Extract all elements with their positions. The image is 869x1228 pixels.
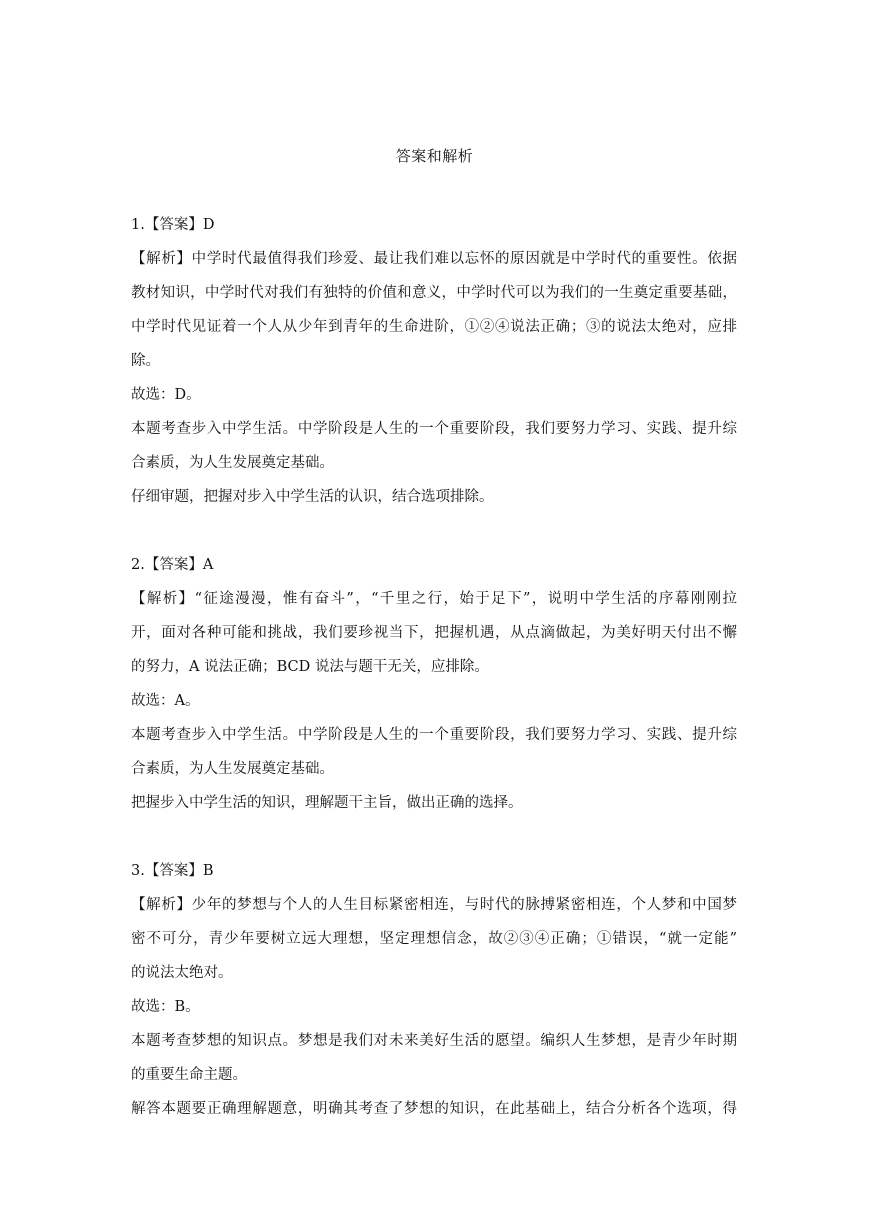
answer-label: 1.【答案】D xyxy=(131,217,215,233)
answer-label: 2.【答案】A xyxy=(131,557,214,573)
answer-label: 3.【答案】B xyxy=(131,863,214,879)
tip-line: 把握步入中学生活的知识，理解题干主旨，做出正确的选择。 xyxy=(131,795,523,811)
answer-block-2 xyxy=(131,554,737,826)
tip-line: 解答本题要正确理解题意，明确其考查了梦想的知识，在此基础上，结合分析各个选项，得 xyxy=(131,1101,737,1117)
section-gap xyxy=(131,826,737,860)
choice-line: 故选：B。 xyxy=(131,999,200,1015)
analysis-line: 【解析】“征途漫漫，惟有奋斗”，“千里之行，始于足下”，说明中学生活的序幕刚刚拉 xyxy=(131,591,737,607)
section-gap xyxy=(131,520,737,554)
point-line: 本题考查梦想的知识点。梦想是我们对未来美好生活的愿望。编织人生梦想，是青少年时期 xyxy=(131,1033,737,1049)
answers-content xyxy=(131,214,737,1132)
analysis-line: 的说法太绝对。 xyxy=(131,965,233,981)
point-line: 合素质，为人生发展奠定基础。 xyxy=(131,455,334,471)
tip-line: 仔细审题，把握对步入中学生活的认识，结合选项排除。 xyxy=(131,489,494,505)
analysis-line: 密不可分，青少年要树立远大理想，坚定理想信念，故②③④正确；①错误，“就一定能” xyxy=(131,931,737,947)
analysis-line: 中学时代见证着一个人从少年到青年的生命进阶，①②④说法正确；③的说法太绝对，应排 xyxy=(131,319,737,335)
choice-line: 故选：D。 xyxy=(131,387,201,403)
point-line: 本题考查步入中学生活。中学阶段是人生的一个重要阶段，我们要努力学习、实践、提升综 xyxy=(131,727,737,743)
page-title: 答案和解析 xyxy=(395,147,474,165)
choice-line: 故选：A。 xyxy=(131,693,200,709)
point-line: 本题考查步入中学生活。中学阶段是人生的一个重要阶段，我们要努力学习、实践、提升综 xyxy=(131,421,737,437)
analysis-line: 教材知识，中学时代对我们有独特的价值和意义，中学时代可以为我们的一生奠定重要基础， xyxy=(131,285,737,301)
point-line: 合素质，为人生发展奠定基础。 xyxy=(131,761,334,777)
point-line: 的重要生命主题。 xyxy=(131,1067,247,1083)
analysis-line: 【解析】少年的梦想与个人的人生目标紧密相连，与时代的脉搏紧密相连，个人梦和中国梦 xyxy=(131,897,737,913)
analysis-line: 开，面对各种可能和挑战，我们要珍视当下，把握机遇，从点滴做起，为美好明天付出不懈 xyxy=(131,625,737,641)
analysis-line: 【解析】中学时代最值得我们珍爱、最让我们难以忘怀的原因就是中学时代的重要性。依据 xyxy=(131,251,737,267)
analysis-line: 的努力，A 说法正确；BCD 说法与题干无关，应排除。 xyxy=(131,659,489,675)
analysis-line: 除。 xyxy=(131,353,160,369)
answer-block-3 xyxy=(131,860,737,1132)
answer-block-1 xyxy=(131,214,737,520)
